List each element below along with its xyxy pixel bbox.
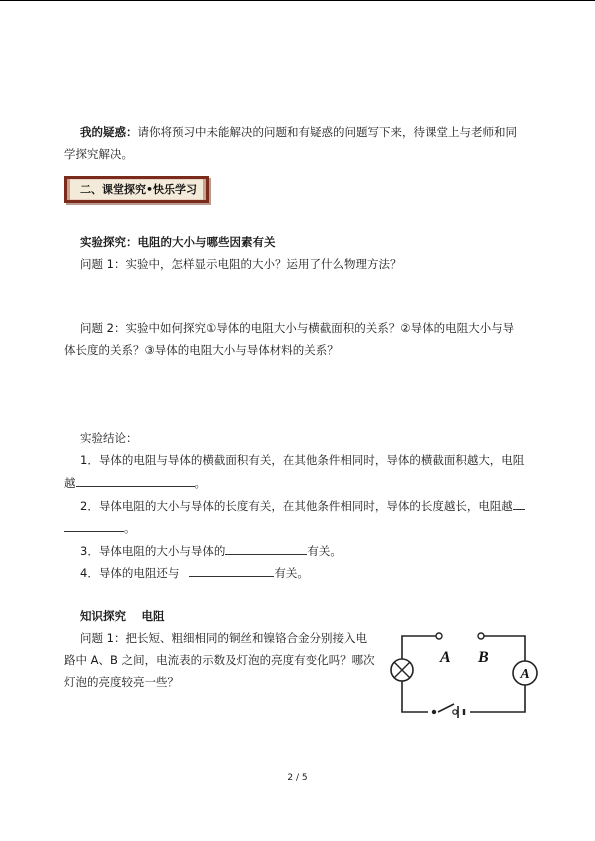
conclusion-2-suffix: 。 — [124, 521, 136, 535]
answer-blank-2a[interactable] — [513, 497, 525, 510]
ammeter-icon — [513, 661, 537, 685]
doubts-text-line2: 学探究解决。 — [64, 147, 133, 161]
section-badge — [64, 176, 209, 203]
wire-right-bottom — [470, 685, 525, 712]
page-number: 2 / 5 — [287, 773, 308, 783]
header-rule — [0, 0, 595, 1]
conclusion-3 — [80, 542, 342, 559]
knowledge-title: 知识探究 电阻 — [80, 609, 165, 623]
conclusion-4-suffix: 有关。 — [274, 566, 309, 580]
experiment-question-2-line1: 问题 2：实验中如何探究①导体的电阻大小与横截面积的关系？②导体的电阻大小与导 — [80, 321, 515, 335]
conclusion-1-line2 — [64, 474, 206, 491]
knowledge-question-1-line2: 路中 A、B 之间，电流表的示数及灯泡的亮度有变化吗？哪次 — [64, 653, 375, 667]
lamp-icon — [391, 659, 413, 681]
ammeter-label: A — [520, 667, 530, 682]
doubts-paragraph — [80, 124, 517, 140]
wire-top-right — [484, 636, 525, 661]
switch-contact — [453, 710, 457, 714]
conclusion-3-suffix: 有关。 — [307, 544, 342, 558]
conclusion-3-prefix: 3．导体电阻的大小与导体的 — [80, 544, 226, 558]
answer-blank-4[interactable] — [189, 564, 274, 577]
terminal-b — [478, 633, 484, 639]
experiment-title: 实验探究：电阻的大小与哪些因素有关 — [80, 235, 276, 249]
conclusion-4-prefix: 4．导体的电阻还与 — [80, 566, 180, 580]
conclusion-label: 实验结论： — [80, 431, 138, 445]
doubts-text-line1: 请你将预习中未能解决的问题和有疑惑的问题写下来，待课堂上与老师和同 — [137, 125, 517, 139]
conclusion-1-suffix: 。 — [194, 476, 206, 490]
terminal-a — [436, 633, 442, 639]
knowledge-question-1-line3: 灯泡的亮度较亮一些？ — [64, 675, 179, 689]
label-a: A — [440, 649, 451, 666]
conclusion-4 — [80, 564, 309, 581]
conclusion-1-prefix: 越 — [64, 476, 76, 490]
badge-decor-left — [67, 179, 70, 200]
switch-pivot — [432, 710, 436, 714]
conclusion-2-text: 2．导体电阻的大小与导体的长度有关，在其他条件相同时，导体的长度越长，电阻越 — [80, 499, 513, 513]
conclusion-2-line1 — [80, 497, 525, 514]
answer-blank-2b[interactable] — [64, 519, 124, 532]
badge-decor-right — [203, 179, 206, 200]
doubts-label: 我的疑惑： — [80, 125, 138, 139]
section-badge-label: 二、课堂探究•快乐学习 — [67, 179, 206, 200]
conclusion-2-line2 — [64, 519, 136, 536]
experiment-question-1: 问题 1：实验中，怎样显示电阻的大小？运用了什么物理方法？ — [80, 257, 402, 271]
answer-blank-3[interactable] — [225, 542, 307, 555]
circuit-diagram — [380, 622, 555, 722]
conclusion-1-line1: 1．导体的电阻与导体的横截面积有关，在其他条件相同时，导体的横截面积越大，电阻 — [80, 453, 525, 467]
experiment-question-2-line2: 体长度的关系？③导体的电阻大小与导体材料的关系？ — [64, 343, 339, 357]
switch-lever — [438, 704, 454, 712]
label-b: B — [478, 649, 489, 666]
answer-blank-1[interactable] — [76, 474, 195, 487]
wire-left-bottom — [402, 681, 428, 712]
wire-top-left — [402, 636, 436, 659]
knowledge-question-1-line1: 问题 1：把长短、粗细相同的铜丝和镍铬合金分别接入电 — [80, 631, 367, 645]
